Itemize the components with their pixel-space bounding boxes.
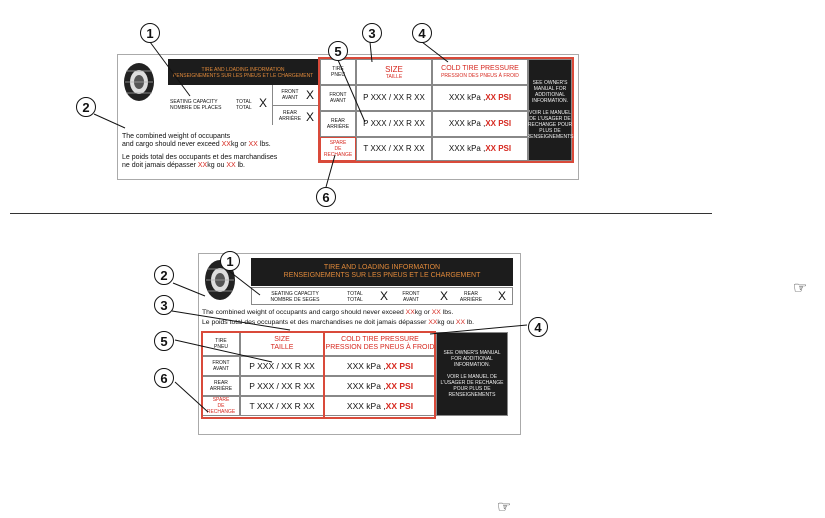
header-en: TIRE AND LOADING INFORMATION [323, 264, 441, 271]
row-rear-size: P XXX / XX R XX [356, 111, 432, 137]
owner-fr: VOIR LE MANUEL DE L'USAGER DE RECHANGE POUR PLUS DE RENSEIGNEMENTS [526, 110, 574, 140]
callout-1: 1 [220, 251, 240, 271]
total-fr: TOTAL [236, 105, 252, 111]
pointing-hand-icon: ☞ [793, 280, 808, 297]
cold-en: COLD TIRE PRESSURE [441, 65, 519, 72]
kpa: XXX kPa , [448, 93, 486, 102]
rear-x: X [306, 110, 315, 124]
lbs-value: XX [431, 309, 441, 316]
owner-en: SEE OWNER'S MANUAL FOR ADDITIONAL INFORMATION. [443, 350, 501, 368]
pos-en: REAR [214, 380, 228, 386]
rear-fr: ARRIÈRE [278, 116, 302, 122]
pos-en: SPARE [212, 397, 230, 403]
pos-en: REAR [331, 118, 345, 124]
pos-en: FRONT [329, 92, 347, 98]
fr-lb-suffix: lb. [465, 319, 475, 326]
fr-kg-mid: kg ou [207, 162, 227, 169]
total-x: X [380, 289, 389, 303]
tire-en: TIRE [332, 66, 344, 72]
rear-en: REAR [464, 291, 478, 297]
fr-lb-value: XX [455, 319, 465, 326]
psi: XX PSI [385, 401, 414, 411]
tire-en: TIRE [215, 338, 227, 344]
fr-lb-suffix: lb. [235, 162, 245, 169]
pos-fr: ARRIÈRE [209, 386, 233, 392]
front-fr: AVANT [282, 95, 298, 101]
fr-lb-value: XX [226, 162, 236, 169]
callout-6: 6 [316, 187, 336, 207]
callout-2: 2 [154, 265, 174, 285]
pos-fr: DE RECHANGE [323, 146, 353, 158]
front-en: FRONT [281, 89, 299, 95]
size-en: SIZE [385, 64, 403, 74]
callout-3: 3 [154, 295, 174, 315]
kpa: XXX kPa , [346, 401, 386, 411]
cold-fr: PRESSION DES PNEUS À FROID [325, 344, 435, 351]
combined-pre: The combined weight of occupants and cargo should never exceed [202, 309, 406, 316]
total-en: TOTAL [236, 99, 252, 105]
front-x: X [440, 289, 449, 303]
front-x: X [306, 88, 315, 102]
seating-fr: NOMBRE DE PLACES [170, 105, 222, 111]
total-en: TOTAL [347, 291, 363, 297]
callout-5: 5 [154, 331, 174, 351]
row-spare-size: T XXX / XX R XX [240, 396, 324, 416]
callout-4: 4 [412, 23, 432, 43]
pos-fr: AVANT [213, 366, 229, 372]
pos-en: SPARE [329, 140, 347, 146]
cold-fr: PRESSION DES PNEUS À FROID [441, 73, 519, 79]
header-en: TIRE AND LOADING INFORMATION [201, 67, 285, 73]
pos-en: FRONT [212, 360, 230, 366]
psi: XX PSI [385, 361, 414, 371]
header-fr: RENSEIGNEMENTS SUR LES PNEUS ET LE CHARGEMENT [283, 272, 481, 279]
fr-line-1: Le poids total des occupants et des marchandises [122, 154, 278, 161]
total-fr: TOTAL [347, 297, 363, 303]
kg-value: XX [405, 309, 415, 316]
pos-fr: AVANT [330, 98, 346, 104]
size-fr: TAILLE [270, 344, 294, 351]
total-x: X [259, 96, 268, 110]
combined-pre: and cargo should never exceed [122, 141, 222, 148]
size-fr: TAILLE [385, 73, 403, 80]
rear-fr: ARRIÈRE [459, 297, 483, 303]
lbs-value: XX [248, 141, 258, 148]
fr-kg-value: XX [428, 319, 438, 326]
pointing-hand-icon: ☞ [497, 499, 512, 516]
kpa: XXX kPa , [448, 119, 486, 128]
kpa: XXX kPa , [346, 361, 386, 371]
callout-1: 1 [140, 23, 160, 43]
callout-6: 6 [154, 368, 174, 388]
front-fr: AVANT [403, 297, 419, 303]
callout-5: 5 [328, 41, 348, 61]
tire-fr: PNEU [214, 344, 228, 350]
fr-pre: ne doit jamais dépasser [122, 162, 198, 169]
psi: XX PSI [485, 119, 512, 128]
header-fr: RENSEIGNEMENTS SUR LES PNEUS ET LE CHARGEMENT [172, 73, 314, 79]
kpa: XXX kPa , [346, 381, 386, 391]
seating-en: SEATING CAPACITY [170, 99, 218, 105]
front-en: FRONT [402, 291, 420, 297]
cold-en: COLD TIRE PRESSURE [341, 336, 419, 343]
row-rear-size: P XXX / XX R XX [240, 376, 324, 396]
kg-value: XX [221, 141, 231, 148]
fr-kg-value: XX [197, 162, 208, 169]
psi: XX PSI [485, 93, 512, 102]
callout-2: 2 [76, 97, 96, 117]
row-spare-size: T XXX / XX R XX [356, 137, 432, 161]
seating-fr: NOMBRE DE SEGES [270, 297, 320, 303]
rear-en: REAR [283, 110, 297, 116]
fr-kg-mid: kg ou [437, 319, 456, 326]
psi: XX PSI [385, 381, 414, 391]
size-en: SIZE [274, 336, 290, 343]
pos-fr: ARRIÈRE [326, 124, 350, 130]
kg-mid: kg or [230, 141, 249, 148]
lbs-suffix: lbs. [257, 141, 271, 148]
kpa: XXX kPa , [448, 144, 486, 153]
owner-en: SEE OWNER'S MANUAL FOR ADDITIONAL INFORMATION. [531, 80, 568, 104]
seating-en: SEATING CAPACITY [271, 291, 319, 297]
psi: XX PSI [485, 144, 512, 153]
kg-mid: kg or [414, 309, 432, 316]
tire-fr: PNEU [331, 72, 345, 78]
combined-line-1: The combined weight of occupants [122, 133, 231, 140]
callout-3: 3 [362, 23, 382, 43]
row-front-size: P XXX / XX R XX [240, 356, 324, 376]
owner-fr: VOIR LE MANUEL DE L'USAGER DE RECHANGE POUR PLUS DE RENSEIGNEMENTS [440, 374, 504, 398]
rear-x: X [498, 289, 507, 303]
fr-pre: Le poids total des occupants et des marchandises ne doit jamais dépasser [202, 319, 429, 326]
lbs-suffix: lbs. [440, 309, 454, 316]
pos-fr: DE RECHANGE [206, 403, 236, 415]
callout-4: 4 [528, 317, 548, 337]
row-front-size: P XXX / XX R XX [356, 85, 432, 111]
